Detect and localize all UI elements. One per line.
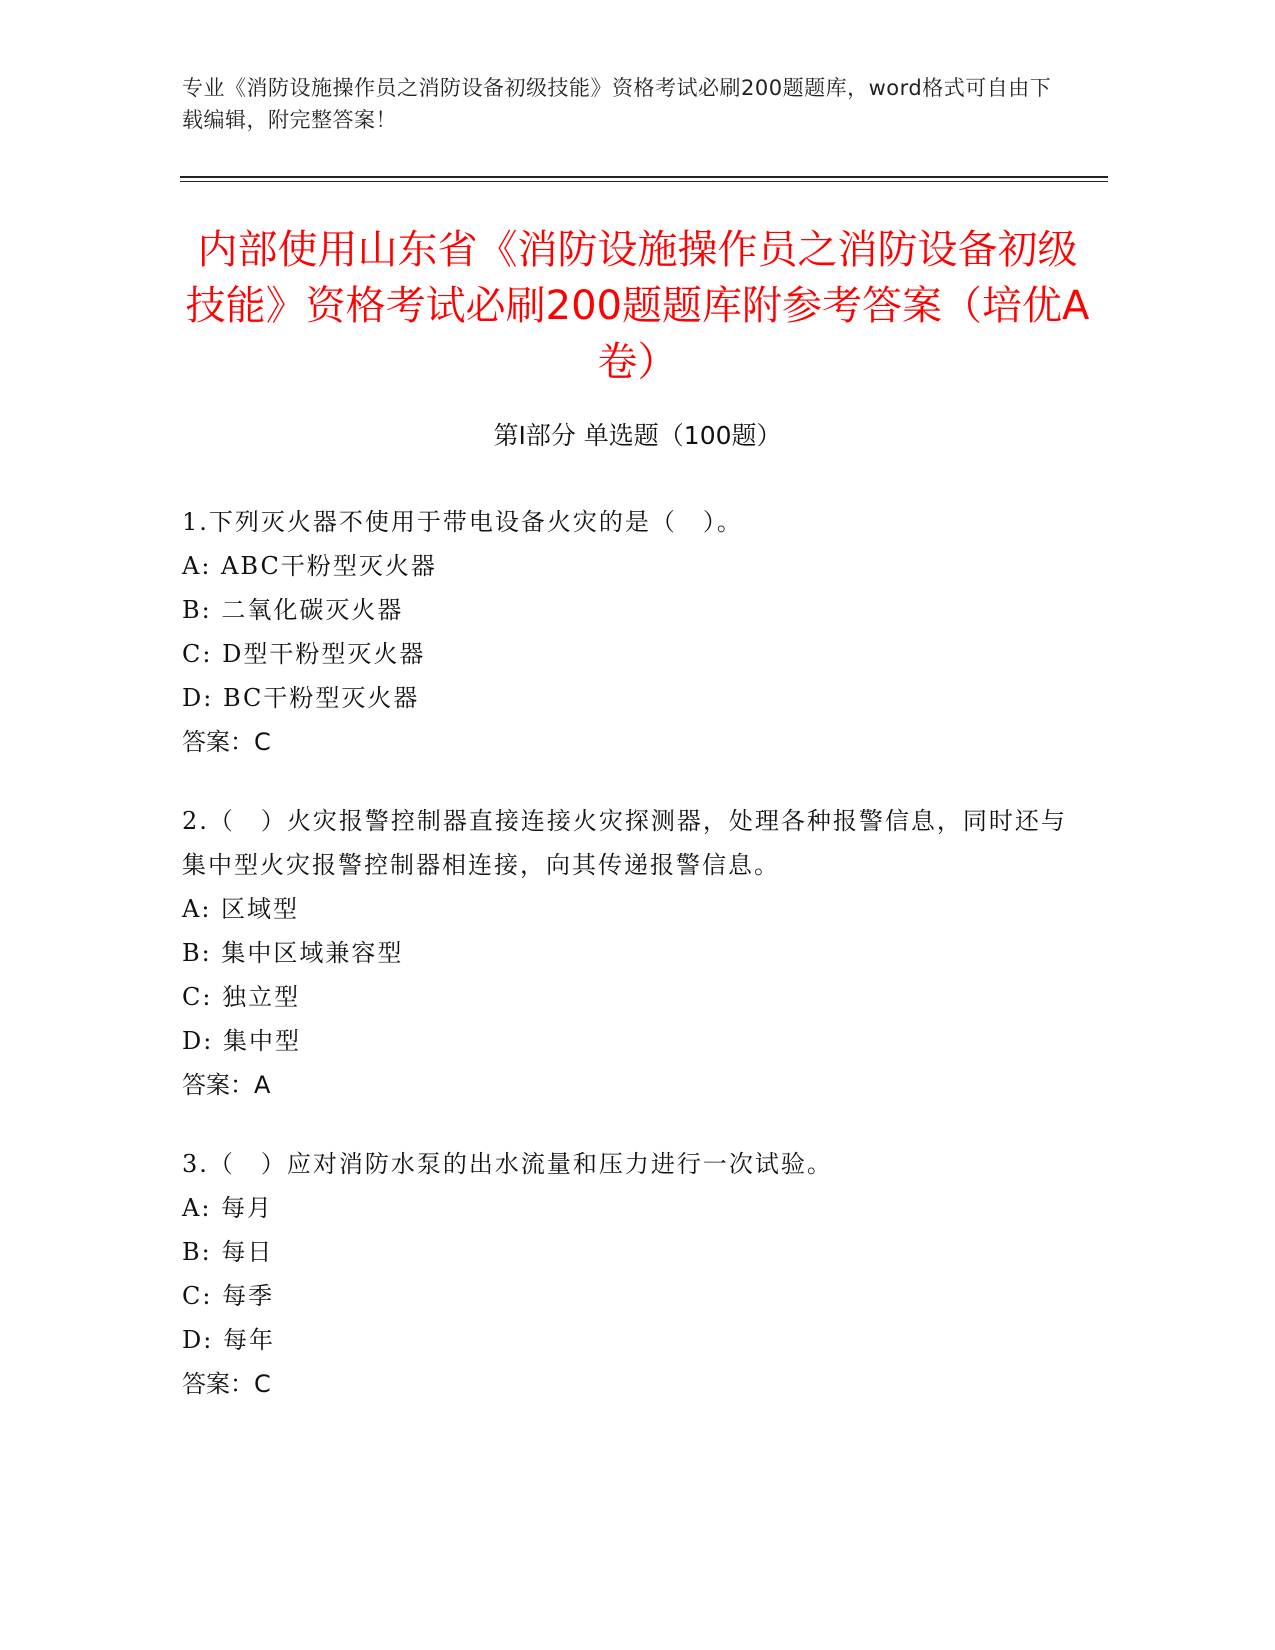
question-list — [182, 500, 1082, 1441]
question-stem: 1.下列灭火器不使用于带电设备火灾的是（ ）。 — [182, 508, 743, 536]
question-2 — [182, 799, 1082, 1107]
answer: 答案：C — [182, 728, 271, 756]
option-b: B: 二氧化碳灭火器 — [182, 596, 404, 624]
option-d: D: BC干粉型灭火器 — [182, 684, 420, 712]
option-c: C: 每季 — [182, 1282, 275, 1310]
option-c: C: 独立型 — [182, 983, 301, 1011]
question-3 — [182, 1142, 1082, 1406]
option-d: D: 集中型 — [182, 1027, 301, 1055]
header-rule-thick — [180, 176, 1108, 178]
option-b: B: 每日 — [182, 1238, 274, 1266]
option-a: A: 区域型 — [182, 895, 300, 923]
question-1 — [182, 500, 1082, 764]
answer: 答案：C — [182, 1370, 271, 1398]
section-heading: 第I部分 单选题（100题） — [493, 421, 782, 450]
option-d: D: 每年 — [182, 1326, 275, 1354]
question-stem: 3.（ ）应对消防水泵的出水流量和压力进行一次试验。 — [182, 1150, 833, 1178]
header-note: 专业《消防设施操作员之消防设备初级技能》资格考试必刷200题题库，word格式可自由下载编辑，附完整答案！ — [182, 76, 1052, 132]
option-c: C: D型干粉型灭火器 — [182, 640, 426, 668]
header-rule-thin — [180, 181, 1108, 182]
option-a: A: ABC干粉型灭火器 — [182, 552, 437, 580]
question-stem: 2.（ ）火灾报警控制器直接连接火灾探测器，处理各种报警信息，同时还与集中型火灾报警控制器相连接，向其传递报警信息。 — [182, 807, 1067, 879]
option-a: A: 每月 — [182, 1194, 274, 1222]
option-b: B: 集中区域兼容型 — [182, 939, 404, 967]
answer: 答案：A — [182, 1071, 271, 1099]
document-title: 内部使用山东省《消防设施操作员之消防设备初级技能》资格考试必刷200题题库附参考答案（培优A卷） — [185, 227, 1090, 385]
